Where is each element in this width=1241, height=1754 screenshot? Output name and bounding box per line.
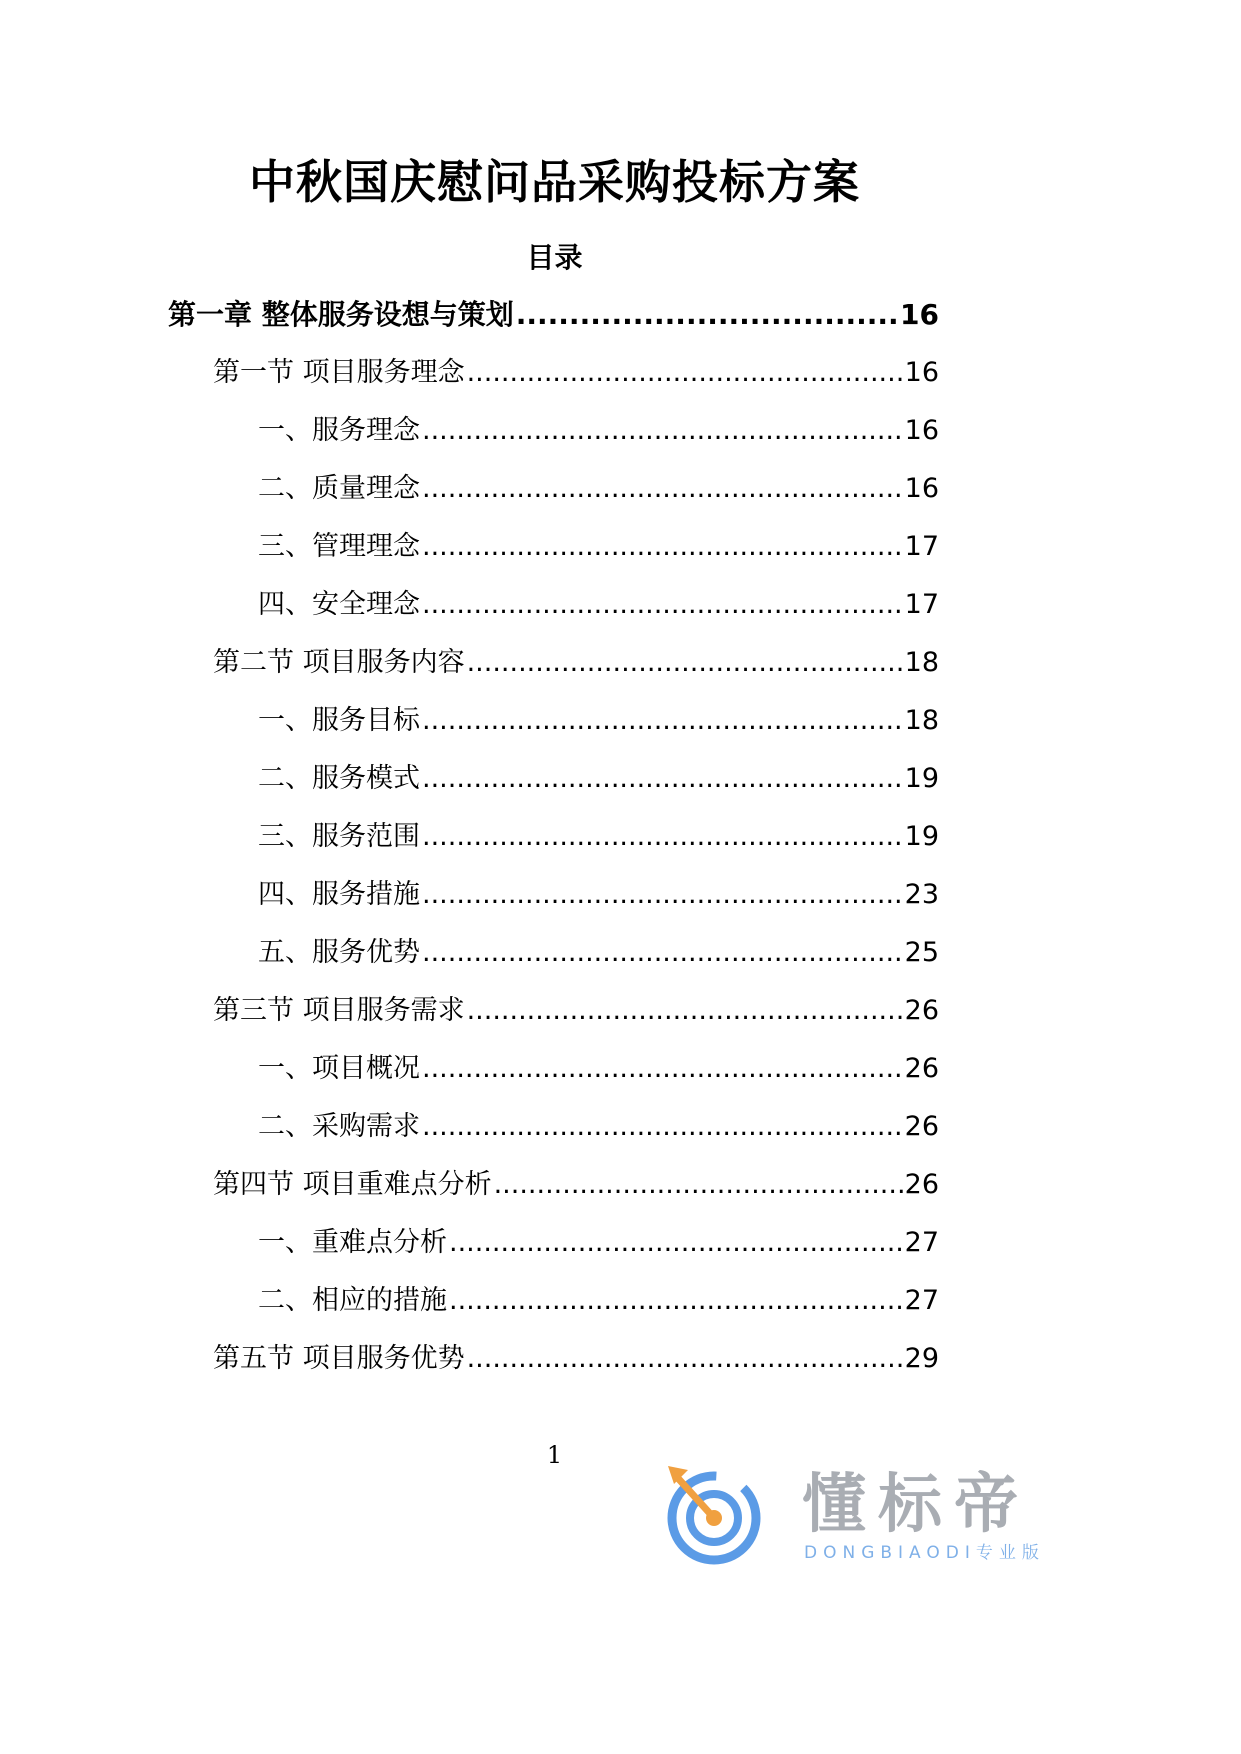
toc-entry[interactable] [213, 1334, 939, 1384]
toc-entry-label: 二、相应的措施 [258, 1285, 447, 1316]
toc-leader-dots [467, 986, 903, 1036]
toc-leader-dots [422, 754, 903, 804]
toc-leader-dots [422, 464, 903, 514]
toc-entry-page: 17 [904, 531, 939, 562]
toc-entry-label: 第一章 整体服务设想与策划 [168, 298, 514, 331]
toc-entry[interactable] [258, 1102, 939, 1152]
toc-entry-page: 27 [904, 1285, 939, 1316]
toc-entry-page: 16 [904, 473, 939, 504]
toc-entry-page: 23 [904, 879, 939, 910]
target-logo-icon [662, 1458, 772, 1566]
toc-leader-dots [449, 1218, 903, 1268]
toc-leader-dots [422, 696, 903, 746]
toc-entry[interactable] [213, 348, 939, 398]
toc-entry[interactable] [258, 1276, 939, 1326]
toc-entry-label: 四、安全理念 [258, 589, 420, 620]
toc-entry-page: 26 [904, 1111, 939, 1142]
toc-entry-page: 17 [904, 589, 939, 620]
toc-entry-page: 26 [904, 1053, 939, 1084]
toc-entry-label: 三、管理理念 [258, 531, 420, 562]
toc-entry-page: 18 [904, 647, 939, 678]
page-number: 1 [546, 1441, 563, 1469]
toc-entry-page: 25 [904, 937, 939, 968]
toc-entry-page: 29 [904, 1343, 939, 1374]
toc-entry-page: 19 [904, 821, 939, 852]
toc-entry-page: 26 [904, 995, 939, 1026]
toc-entry-label: 四、服务措施 [258, 879, 420, 910]
toc-leader-dots [516, 290, 898, 340]
toc-entry-label: 二、质量理念 [258, 473, 420, 504]
toc-entry-label: 三、服务范围 [258, 821, 420, 852]
toc-entry[interactable] [258, 406, 939, 456]
toc-entry-label: 第五节 项目服务优势 [213, 1343, 465, 1374]
toc-leader-dots [422, 406, 903, 456]
toc-entry[interactable] [258, 696, 939, 746]
toc-entry-page: 19 [904, 763, 939, 794]
toc-entry[interactable] [258, 870, 939, 920]
toc-entry[interactable] [258, 754, 939, 804]
watermark [662, 1458, 1092, 1566]
toc-entry-label: 第三节 项目服务需求 [213, 995, 465, 1026]
toc-entry-label: 第四节 项目重难点分析 [213, 1169, 492, 1200]
toc-entry-label: 二、服务模式 [258, 763, 420, 794]
toc-entry[interactable] [213, 986, 939, 1036]
toc-entry-label: 第一节 项目服务理念 [213, 357, 465, 388]
toc-heading: 目录 [526, 241, 583, 274]
toc-entry-page: 16 [904, 357, 939, 388]
toc-leader-dots [422, 870, 903, 920]
toc-entry[interactable] [258, 464, 939, 514]
toc-entry[interactable] [168, 290, 939, 340]
watermark-subtitle: DONGBIAODI专业版 [804, 1543, 1045, 1563]
toc-leader-dots [422, 522, 903, 572]
toc-leader-dots [422, 1044, 903, 1094]
toc-entry-page: 16 [900, 298, 939, 331]
toc-entry-label: 五、服务优势 [258, 937, 420, 968]
toc-entry-label: 一、服务理念 [258, 415, 420, 446]
watermark-brand: 懂标帝 [802, 1468, 1030, 1542]
toc-entry-page: 18 [904, 705, 939, 736]
toc-entry[interactable] [258, 1044, 939, 1094]
toc-leader-dots [467, 638, 903, 688]
toc-entry-label: 一、项目概况 [258, 1053, 420, 1084]
toc-entry[interactable] [258, 522, 939, 572]
toc-leader-dots [467, 1334, 903, 1384]
toc-leader-dots [422, 812, 903, 862]
toc-entry-page: 27 [904, 1227, 939, 1258]
toc-entry-label: 二、采购需求 [258, 1111, 420, 1142]
toc-entry-page: 16 [904, 415, 939, 446]
toc-leader-dots [422, 928, 903, 978]
toc-leader-dots [494, 1160, 903, 1210]
toc-leader-dots [449, 1276, 903, 1326]
toc-entry[interactable] [258, 1218, 939, 1268]
toc-entry[interactable] [213, 1160, 939, 1210]
toc-entry[interactable] [258, 928, 939, 978]
toc-entry[interactable] [258, 580, 939, 630]
toc-leader-dots [422, 580, 903, 630]
toc-entry[interactable] [213, 638, 939, 688]
document-title: 中秋国庆慰问品采购投标方案 [249, 155, 860, 209]
toc-leader-dots [467, 348, 903, 398]
toc-entry-label: 第二节 项目服务内容 [213, 647, 465, 678]
toc-entry-label: 一、重难点分析 [258, 1227, 447, 1258]
toc-entry-label: 一、服务目标 [258, 705, 420, 736]
toc-entry[interactable] [258, 812, 939, 862]
toc-leader-dots [422, 1102, 903, 1152]
toc-entry-page: 26 [904, 1169, 939, 1200]
